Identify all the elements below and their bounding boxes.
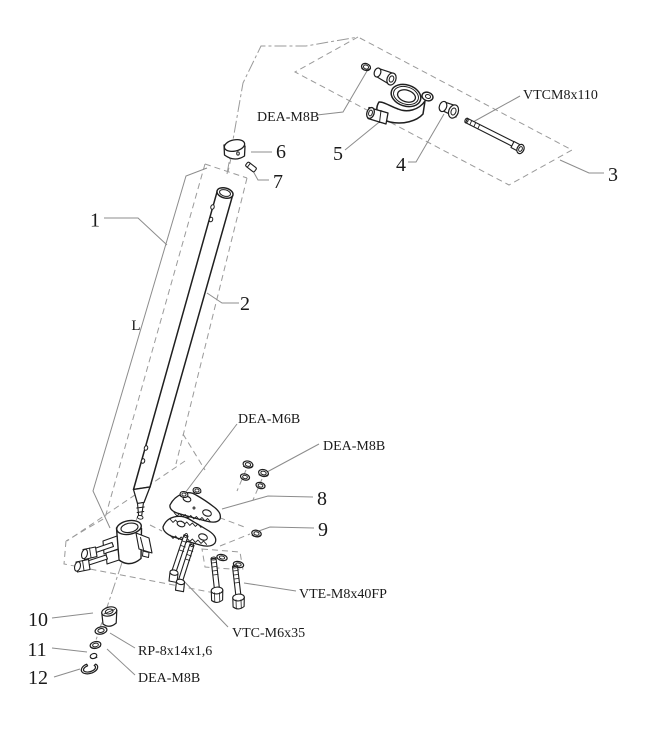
label-vte-m8x40fp: VTE-M8x40FP <box>299 587 387 602</box>
ghost-segment-a <box>183 434 205 470</box>
ghost-segment-b <box>150 525 162 531</box>
callout-5: 5 <box>333 143 343 165</box>
knuckle-part-5 <box>365 81 434 124</box>
callout-2: 2 <box>240 293 250 315</box>
ghost-nut9-to-washers <box>220 534 250 546</box>
washer-nut-set-mid <box>240 460 269 490</box>
hinge-assembly <box>361 62 526 155</box>
leader-vte-m8x40fp <box>244 583 296 591</box>
leader-callout-7 <box>253 171 269 180</box>
pin-part-7 <box>245 162 257 173</box>
tube-hole <box>141 458 145 463</box>
label-dea-m8b-bottom: DEA-M8B <box>138 671 201 686</box>
washer-vte-1 <box>216 553 227 561</box>
leader-callout-11 <box>52 648 87 652</box>
snap-ring-part-12 <box>81 664 97 674</box>
callout-6: 6 <box>276 141 286 163</box>
bolt-vte-2 <box>232 565 244 609</box>
spacer-part-11 <box>89 653 97 660</box>
bolt-vtcm8x110 <box>464 118 526 155</box>
leader-vtcm8x110 <box>473 96 520 122</box>
leader-dea-m8b-mid <box>267 444 319 472</box>
leader-callout-3 <box>560 160 604 173</box>
callout-12: 12 <box>28 667 48 689</box>
leader-dea-m8b-top <box>317 71 367 115</box>
screw-vtc-2 <box>176 542 195 591</box>
leader-callout-12 <box>54 669 80 677</box>
callout-11: 11 <box>27 639 47 661</box>
label-vtcm8x110: VTCM8x110 <box>523 88 598 103</box>
leader-dea-m6b <box>185 424 237 493</box>
label-dea-m8b-top: DEA-M8B <box>257 110 320 125</box>
callout-9: 9 <box>318 519 328 541</box>
leader-callout-1 <box>104 218 167 245</box>
leader-callout-8 <box>222 496 313 509</box>
label-rp-8x14x16: RP-8x14x1,6 <box>138 644 213 659</box>
parts <box>74 62 526 674</box>
nut-dea-m8b-bottom <box>90 641 102 650</box>
tube-taper <box>134 487 151 504</box>
leader-callout-2 <box>207 293 239 303</box>
leader-callout-10 <box>52 613 93 618</box>
leader-dea-m8b-bottom <box>107 649 135 675</box>
clamp-body <box>74 519 152 572</box>
cap-part-6 <box>223 138 245 159</box>
washer-rp <box>94 626 107 636</box>
tube-hole <box>144 445 148 450</box>
labels <box>27 88 618 689</box>
leader-callout-9 <box>256 527 314 532</box>
tube-hole <box>209 217 213 222</box>
callout-4: 4 <box>396 154 406 176</box>
bushing-part-4 <box>438 100 460 119</box>
nut-dea-m8b-top <box>361 62 372 72</box>
bolt-vte-1 <box>211 557 223 603</box>
dimension-l: L <box>131 318 141 334</box>
callout-1: 1 <box>90 209 100 232</box>
callout-7: 7 <box>273 171 283 193</box>
leader-rp-8x14x16 <box>110 633 135 648</box>
bushing-part-10 <box>101 605 118 626</box>
plate-assembly <box>163 487 220 546</box>
tube-hole <box>210 204 214 209</box>
callout-8: 8 <box>317 488 327 510</box>
label-dea-m6b: DEA-M6B <box>238 412 301 427</box>
leader-vtc-m6x35 <box>181 578 228 627</box>
label-vtc-m6x35: VTC-M6x35 <box>232 626 306 641</box>
leader-callout-5 <box>345 119 383 150</box>
callout-10: 10 <box>28 609 48 631</box>
label-dea-m8b-mid: DEA-M8B <box>323 439 386 454</box>
tube-ghost-top-edge <box>205 164 247 178</box>
column-tube <box>134 186 235 520</box>
bushing-small-top <box>373 67 398 86</box>
callout-3: 3 <box>608 164 618 186</box>
